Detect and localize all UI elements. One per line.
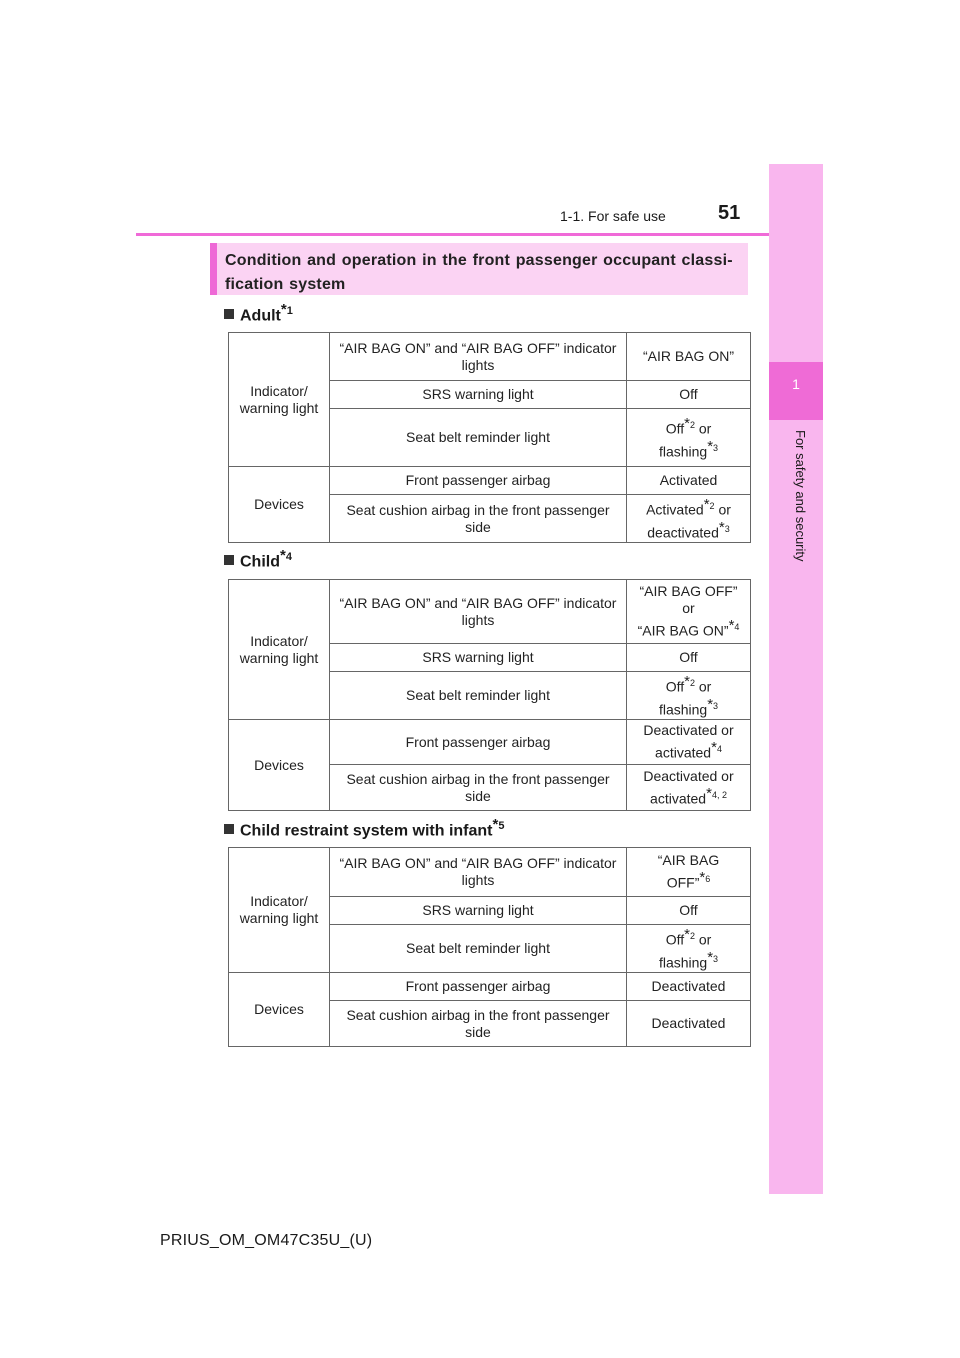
cell-item: Seat cushion airbag in the front passenger side xyxy=(330,765,627,811)
case-heading-infant xyxy=(224,816,504,840)
row-label-devices: Devices xyxy=(229,467,330,543)
header-rule xyxy=(136,233,822,236)
bullet-square-icon xyxy=(224,555,234,565)
section-title-line-2: fication system xyxy=(225,276,346,293)
cell-item: SRS warning light xyxy=(330,381,627,409)
cell-value: “AIR BAG OFF”$^{*6}$ xyxy=(627,848,751,897)
cell-value: Deactivated or activated$^{*4}$ xyxy=(627,720,751,765)
cell-item: Seat belt reminder light xyxy=(330,409,627,467)
table-row xyxy=(229,333,751,381)
row-label-indicator: Indicator/ warning light xyxy=(229,848,330,973)
row-label-devices: Devices xyxy=(229,973,330,1047)
chapter-number: 1 xyxy=(792,376,800,392)
cell-item: Seat belt reminder light xyxy=(330,672,627,720)
cell-item: Seat cushion airbag in the front passenger side xyxy=(330,1001,627,1047)
page-number: 51 xyxy=(718,202,741,224)
case-heading-text: Adult xyxy=(240,307,281,325)
footnote-ref: *5 xyxy=(492,816,505,833)
section-title-line-1: Condition and operation in the front passenger occupant classi- xyxy=(225,252,733,269)
cell-item: SRS warning light xyxy=(330,897,627,925)
cell-item: Front passenger airbag xyxy=(330,973,627,1001)
footnote-ref: *4 xyxy=(280,547,292,564)
child-table xyxy=(228,579,751,811)
table-row xyxy=(229,973,751,1001)
bullet-square-icon xyxy=(224,824,234,834)
case-heading-adult xyxy=(224,301,293,325)
cell-value: Off$^{*2}$ or flashing$^{*3}$ xyxy=(627,409,751,467)
cell-value: “AIR BAG ON” xyxy=(627,333,751,381)
case-heading-text: Child restraint system with infant xyxy=(240,822,493,840)
cell-value: Deactivated or activated$^{*4, 2}$ xyxy=(627,765,751,811)
cell-item: “AIR BAG ON” and “AIR BAG OFF” indicator lights xyxy=(330,333,627,381)
cell-item: Seat belt reminder light xyxy=(330,925,627,973)
cell-item: Front passenger airbag xyxy=(330,467,627,495)
row-label-indicator: Indicator/ warning light xyxy=(229,333,330,467)
row-label-indicator: Indicator/ warning light xyxy=(229,580,330,720)
cell-value: Off$^{*2}$ or flashing$^{*3}$ xyxy=(627,925,751,973)
cell-value: Off xyxy=(627,897,751,925)
cell-item: Seat cushion airbag in the front passenger side xyxy=(330,495,627,543)
case-heading-text: Child xyxy=(240,553,280,571)
cell-item: “AIR BAG ON” and “AIR BAG OFF” indicator lights xyxy=(330,580,627,644)
bullet-square-icon xyxy=(224,309,234,319)
infant-table xyxy=(228,847,751,1047)
running-header-section: 1-1. For safe use xyxy=(560,208,666,224)
row-label-devices: Devices xyxy=(229,720,330,811)
chapter-side-tab xyxy=(769,164,823,1194)
cell-value: Activated$^{*2}$ or deactivated$^{*3}$ xyxy=(627,495,751,543)
document-code: PRIUS_OM_OM47C35U_(U) xyxy=(160,1232,373,1249)
table-row xyxy=(229,720,751,765)
section-title-box xyxy=(210,243,748,295)
table-row xyxy=(229,580,751,644)
case-heading-child xyxy=(224,547,292,571)
chapter-title: For safety and security xyxy=(793,430,808,562)
cell-value: Activated xyxy=(627,467,751,495)
table-row xyxy=(229,848,751,897)
cell-value: Deactivated xyxy=(627,973,751,1001)
cell-value: Off xyxy=(627,644,751,672)
cell-item: “AIR BAG ON” and “AIR BAG OFF” indicator lights xyxy=(330,848,627,897)
cell-item: SRS warning light xyxy=(330,644,627,672)
footnote-ref: *1 xyxy=(280,301,293,318)
cell-value: Off xyxy=(627,381,751,409)
cell-value: Off$^{*2}$ or flashing$^{*3}$ xyxy=(627,672,751,720)
cell-value: Deactivated xyxy=(627,1001,751,1047)
adult-table xyxy=(228,332,751,543)
cell-value: “AIR BAG OFF” or “AIR BAG ON”$^{*4}$ xyxy=(627,580,751,644)
table-row xyxy=(229,467,751,495)
cell-item: Front passenger airbag xyxy=(330,720,627,765)
